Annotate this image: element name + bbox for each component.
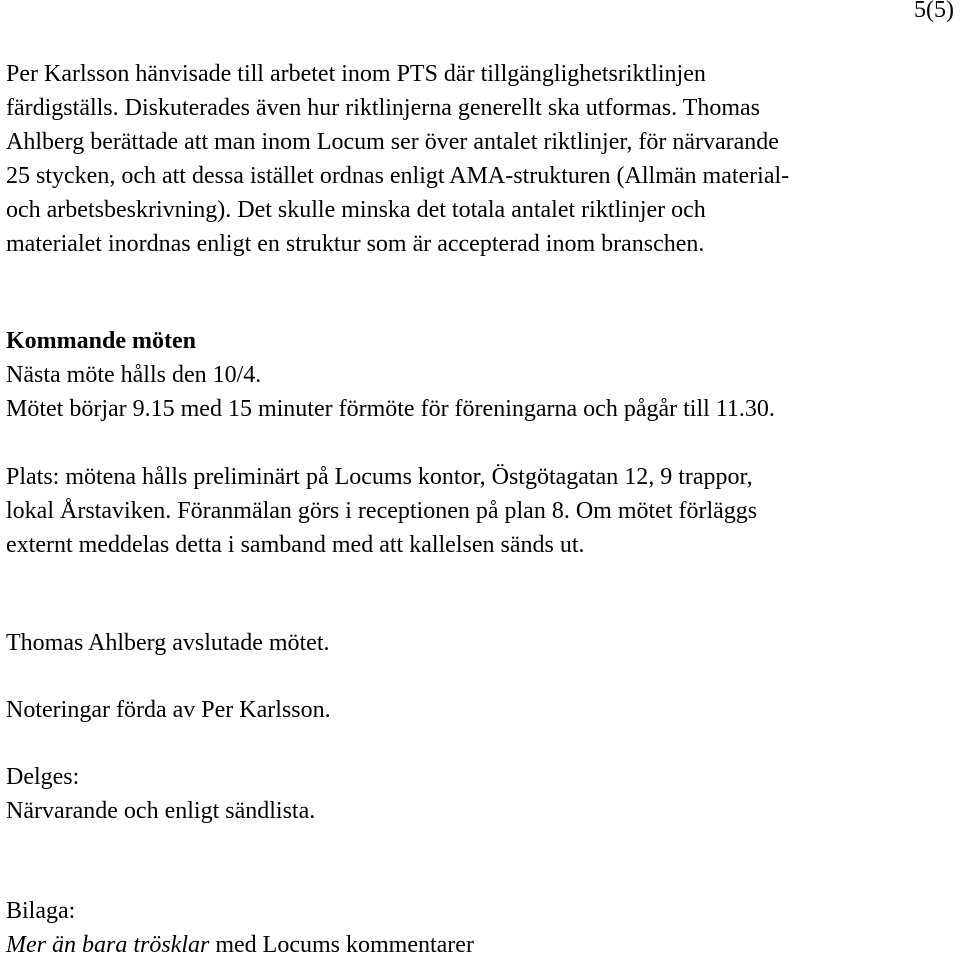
meeting-closed-text: Thomas Ahlberg avslutade mötet. bbox=[6, 630, 330, 656]
distribution-value: Närvarande och enligt sändlista. bbox=[6, 798, 316, 824]
paragraph-spacer bbox=[6, 660, 956, 693]
upcoming-meetings-section bbox=[6, 324, 956, 562]
paragraph-line: och arbetsbeskrivning). Det skulle minska det totala antalet riktlinjer och bbox=[6, 197, 706, 223]
paragraph-spacer bbox=[6, 828, 956, 894]
meeting-time: Mötet börjar 9.15 med 15 minuter förmöte för föreningarna och pågår till 11.30. bbox=[6, 396, 775, 422]
document-body bbox=[6, 57, 956, 962]
paragraph-spacer bbox=[6, 727, 956, 760]
location-line: Plats: mötena hålls preliminärt på Locums kontor, Östgötagatan 12, 9 trappor, bbox=[6, 464, 753, 490]
distribution-label: Delges: bbox=[6, 764, 80, 790]
paragraph-line: materialet inordnas enligt en struktur som är accepterad inom branschen. bbox=[6, 231, 705, 257]
location-line: externt meddelas detta i samband med att kallelsen sänds ut. bbox=[6, 532, 585, 558]
location-line: lokal Årstaviken. Föranmälan görs i receptionen på plan 8. Om mötet förläggs bbox=[6, 498, 758, 524]
attachment-suffix: med Locums kommentarer bbox=[209, 932, 474, 958]
closing-section bbox=[6, 626, 956, 962]
paragraph-line: Ahlberg berättade att man inom Locum ser över antalet riktlinjer, för närvarande bbox=[6, 129, 779, 155]
attachment-line bbox=[6, 928, 956, 962]
section-spacer bbox=[6, 562, 956, 626]
page-number: 5(5) bbox=[914, 0, 954, 23]
attachment-title: Mer än bara trösklar bbox=[6, 932, 210, 958]
notes-author-text: Noteringar förda av Per Karlsson. bbox=[6, 697, 331, 723]
discussion-paragraph bbox=[6, 57, 956, 261]
attachment-label: Bilaga: bbox=[6, 898, 76, 924]
paragraph-line: Per Karlsson hänvisade till arbetet inom PTS där tillgänglighetsriktlinjen bbox=[6, 61, 706, 87]
section-heading: Kommande möten bbox=[6, 328, 196, 354]
paragraph-spacer bbox=[6, 426, 956, 460]
next-meeting-date: Nästa möte hålls den 10/4. bbox=[6, 362, 262, 388]
paragraph-line: 25 stycken, och att dessa istället ordnas enligt AMA-strukturen (Allmän material- bbox=[6, 163, 790, 189]
paragraph-line: färdigställs. Diskuterades även hur riktlinjerna generellt ska utformas. Thomas bbox=[6, 95, 761, 121]
section-spacer bbox=[6, 261, 956, 324]
